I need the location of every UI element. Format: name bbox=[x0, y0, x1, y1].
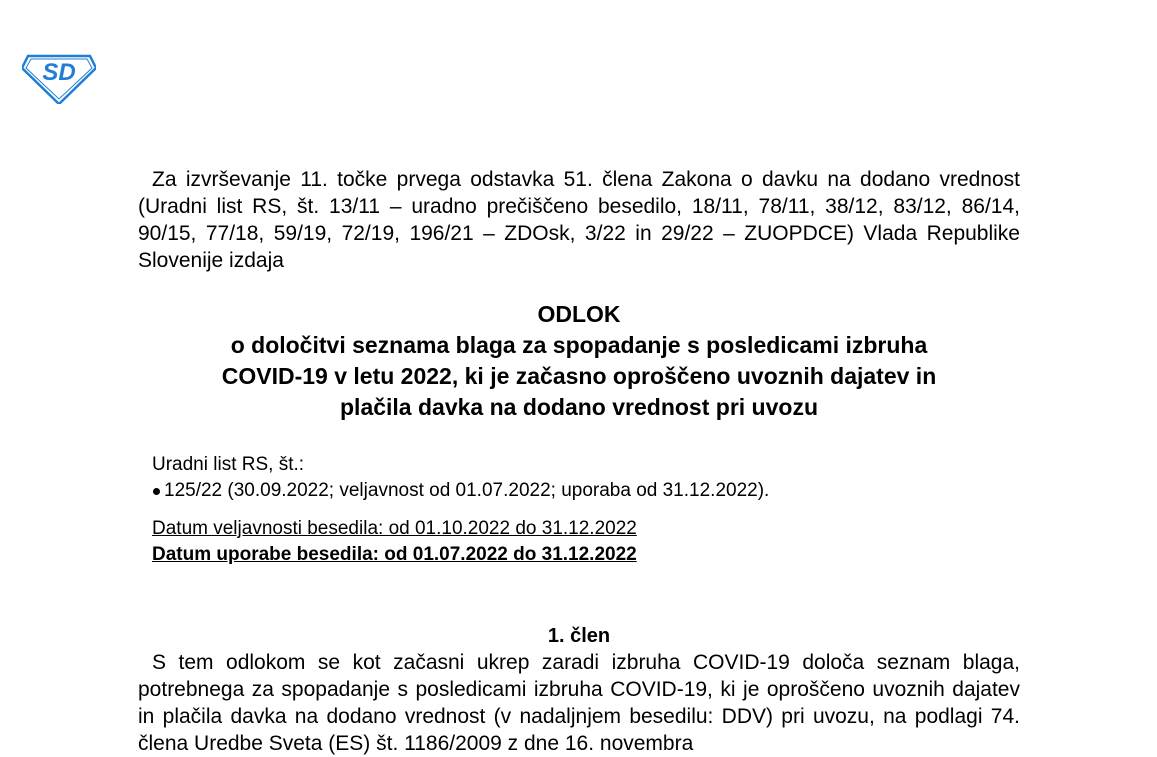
document-title bbox=[138, 299, 1020, 423]
title-line: o določitvi seznama blaga za spopadanje s posledicami izbruha bbox=[230, 332, 928, 358]
diamond-logo-icon bbox=[22, 50, 96, 104]
dates-block bbox=[152, 516, 637, 568]
application-date: Datum uporabe besedila: od 01.07.2022 do 31.12.2022 bbox=[152, 544, 637, 565]
gazette-item-text: 125/22 (30.09.2022; veljavnost od 01.07.2022; uporaba od 31.12.2022). bbox=[164, 480, 770, 501]
bullet-icon bbox=[153, 488, 160, 495]
svg-text:SD: SD bbox=[42, 59, 76, 86]
title-line: plačila davka na dodano vrednost pri uvozu bbox=[340, 394, 818, 420]
gazette-reference bbox=[152, 452, 1012, 504]
intro-paragraph: Za izvrševanje 11. točke prvega odstavka 51. člena Zakona o davku na dodano vrednost (Uradni list RS, št. 13/11 – uradno prečiščeno besedilo, 18/11, 78/11, 38/12, 83/12, 86/14, 90/15, 77/18, 59/19, 72/19, 196/21 – ZDOsk, 3/22 in 29/22 – ZUOPDCE) Vlada Republike Slovenije izdaja bbox=[138, 168, 1020, 272]
article-text: S tem odlokom se kot začasni ukrep zaradi izbruha COVID-19 določa seznam blaga, potrebnega za spopadanje s posledicami izbruha COVID-19, ki je oproščeno uvoznih dajatev in plačila davka na dodano vrednost (v nadaljnjem besedilu: DDV) pri uvozu, na podlagi 74. člena Uredbe Sveta (ES) št. 1186/2009 z dne 16. novembra bbox=[138, 651, 1020, 755]
gazette-label: Uradni list RS, št.: bbox=[152, 454, 305, 475]
validity-date: Datum veljavnosti besedila: od 01.10.2022 do 31.12.2022 bbox=[152, 518, 637, 539]
gazette-item[interactable] bbox=[152, 478, 1012, 504]
title-line: COVID-19 v letu 2022, ki je začasno oproščeno uvoznih dajatev in bbox=[221, 363, 937, 389]
title-heading: ODLOK bbox=[537, 301, 621, 327]
article-heading: 1. člen bbox=[547, 625, 611, 647]
